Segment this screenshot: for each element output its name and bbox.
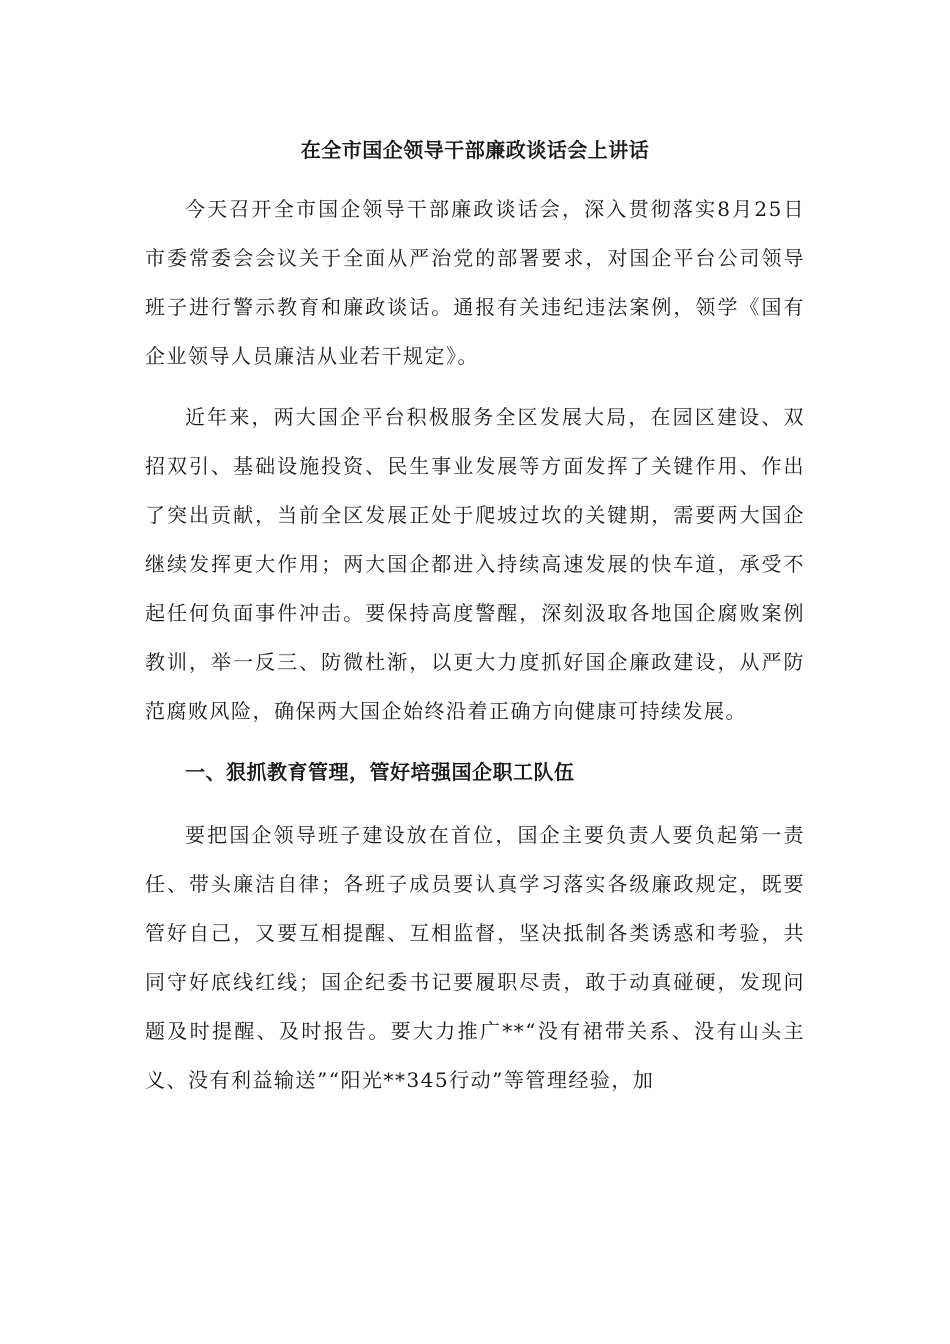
section-paragraph: 要把国企领导班子建设放在首位，国企主要负责人要负起第一责任、带头廉洁自律；各班子成员要认真学习落实各级廉政规定，既要管好自己，又要互相提醒、互相监督，坚决抵制各类诱惑和考验，共同守好底线红线；国企纪委书记要履职尽责，敢于动真碰硬，发现问题及时提醒、及时报告。要大力推广**“没有裙带关系、没有山头主义、没有利益输送”“阳光**345行动”等管理经验，加	[145, 823, 805, 1092]
background-paragraph: 近年来，两大国企平台积极服务全区发展大局，在园区建设、双招双引、基础设施投资、民生事业发展等方面发挥了关键作用、作出了突出贡献，当前全区发展正处于爬坡过坎的关键期，需要两大国企继续发挥更大作用；两大国企都进入持续高速发展的快车道，承受不起任何负面事件冲击。要保持高度警醒，深刻汲取各地国企腐败案例教训，举一反三、防微杜渐，以更大力度抓好国企廉政建设，从严防范腐败风险，确保两大国企始终沿着正确方向健康可持续发展。	[145, 405, 805, 723]
document-body	[145, 135, 805, 1117]
intro-paragraph: 今天召开全市国企领导干部廉政谈话会，深入贯彻落实8月25日市委常委会会议关于全面从严治党的部署要求，对国企平台公司领导班子进行警示教育和廉政谈话。通报有关违纪违法案例，领学《国有企业领导人员廉洁从业若干规定》。	[145, 197, 805, 368]
section-heading: 一、狠抓教育管理，管好培强国企职工队伍	[185, 760, 575, 784]
document-title: 在全市国企领导干部廉政谈话会上讲话	[300, 138, 650, 162]
